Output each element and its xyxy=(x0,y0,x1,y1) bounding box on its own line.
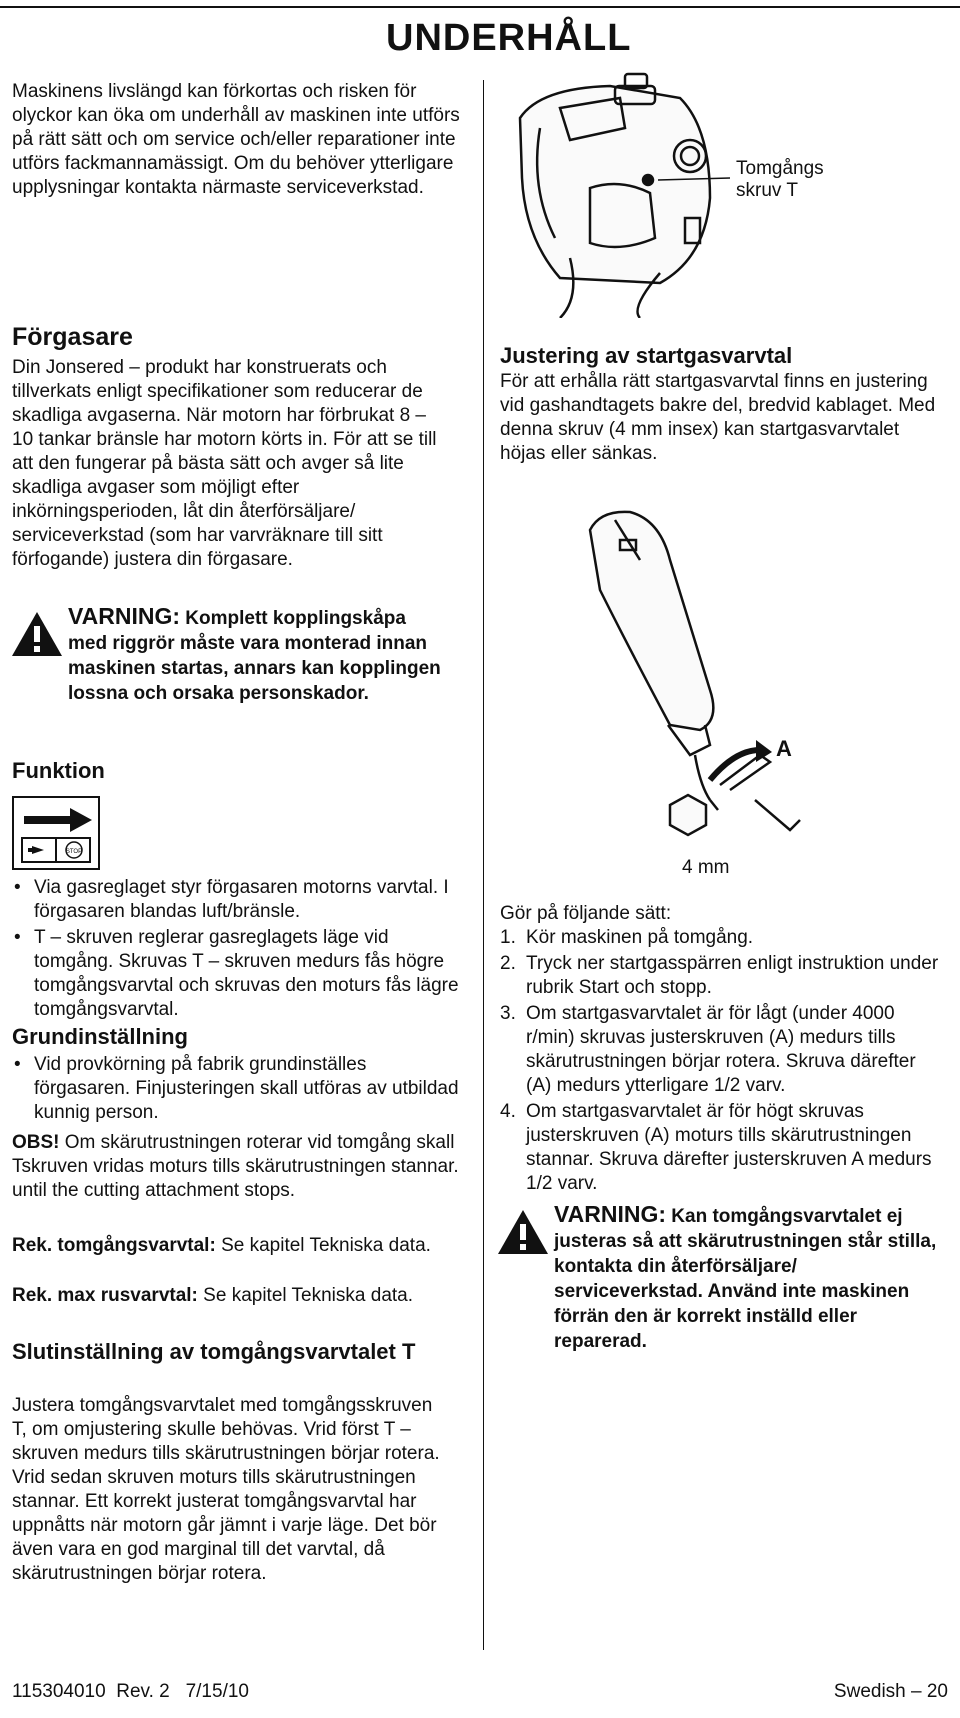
procedure-steps xyxy=(500,926,940,1198)
carburetor-figure xyxy=(500,68,824,318)
list-item xyxy=(500,952,940,1000)
step-text: Om startgasvarvtalet är för högt skruvas justerskruven (A) moturs tills skärutrustningen stannar. Skruva därefter justerskruven A medurs 1/2 varv. xyxy=(526,1101,932,1194)
warning-text: Kan tomgångsvarvtalet ej justeras så att skärutrustningen står stilla, kontakta din återförsäljare/ serviceverkstad. Använd inte maskinen förrän den är korrekt inställd eller reparerad. xyxy=(554,1206,937,1352)
list-item: • Vid provkörning på fabrik grundinställes förgasaren. Finjusteringen skall utföras av utbildad kunnig person. xyxy=(12,1053,460,1125)
step-number: 4. xyxy=(500,1101,516,1122)
obs-paragraph xyxy=(12,1131,460,1203)
grund-bullets xyxy=(12,1053,460,1127)
rek-idle-text: Se kapitel Tekniska data. xyxy=(215,1235,431,1256)
obs-text: Om skärutrustningen roterar vid tomgång skall Tskruven vridas moturs tills skärutrustningen stannar. until the cutting attachment stops. xyxy=(12,1132,459,1201)
warning-triangle-icon xyxy=(496,1208,550,1256)
warning-box-idle xyxy=(496,1202,946,1354)
section-title: UNDERHÅLL xyxy=(376,10,641,66)
startgas-paragraph: För att erhålla rätt startgasvarvtal finns en justering vid gashandtagets bakre del, bredvid kablaget. Med denna skruv (4 mm insex) kan startgasvarvtalet höjas eller sänkas. xyxy=(500,371,936,464)
footer-page-number: Swedish – 20 xyxy=(833,1681,948,1702)
list-item xyxy=(500,1002,940,1098)
rek-max-paragraph xyxy=(12,1284,460,1308)
warning-title: VARNING: xyxy=(68,603,181,629)
rek-max-text: Se kapitel Tekniska data. xyxy=(197,1285,414,1306)
throttle-arrow-icon xyxy=(14,798,98,868)
list-item: • T – skruven reglerar gasreglagets läge vid tomgång. Skruvas T – skruven medurs fås högre tomgångsvarvtal och skruvas den moturs fås lägre tomgångsvarvtal. xyxy=(12,926,460,1022)
stop-label: STOP xyxy=(65,849,83,855)
funktion-bullets xyxy=(12,876,460,1024)
heading-slutinstallning: Slutinställning av tomgångsvarvtalet T xyxy=(12,1339,416,1364)
warning-box-clutch xyxy=(10,604,450,706)
list-item xyxy=(500,1100,940,1196)
idle-screw-label-line2: skruv T xyxy=(736,180,798,201)
list-item xyxy=(500,926,940,950)
step-text: Kör maskinen på tomgång. xyxy=(526,927,754,948)
footer-doc-info: 115304010 Rev. 2 7/15/10 xyxy=(12,1681,249,1702)
label-4mm: 4 mm xyxy=(682,857,730,878)
procedure-intro: Gör på följande sätt: xyxy=(500,903,672,924)
heading-grundinstallning: Grundinställning xyxy=(12,1024,188,1049)
warning-triangle-icon xyxy=(10,610,64,658)
forgasare-paragraph: Din Jonsered – produkt har konstruerats och tillverkats enligt specifikationer som reducerar de skadliga avgaserna. När motorn har förbrukat 8 – 10 tankar bränsle har motorn körts in. För att se till att den fungerar på bästa sätt och avger så lite skadliga avgaser som möjligt efter inkörningsperioden, låt din återförsäljare/ serviceverkstad (som har varvräknare till sitt förfogande) justera din förgasare. xyxy=(12,357,437,570)
heading-startgas: Justering av startgasvarvtal xyxy=(500,343,793,368)
idle-screw-label-line1: Tomgångs xyxy=(736,158,824,179)
slut-paragraph: Justera tomgångsvarvtalet med tomgångsskruven T, om omjustering skulle behövas. Vrid först T – skruven medurs tills skärutrustningen börjar rotera. Vrid sedan skruven moturs tills skärutrustningen stannar. Ett korrekt justerat tomgångsvarvtal har uppnåtts när motorn går jämnt i varje läge. Det bör även vara en god marginal till det varvtal, då skärutrustningen börjar rotera. xyxy=(12,1395,440,1584)
throttle-handle-figure xyxy=(560,500,830,880)
throttle-symbol xyxy=(12,796,100,870)
rek-idle-paragraph xyxy=(12,1234,460,1258)
rek-idle-label: Rek. tomgångsvarvtal: xyxy=(12,1235,216,1256)
idle-screw-label xyxy=(736,158,836,202)
heading-forgasare: Förgasare xyxy=(12,323,133,351)
obs-label: OBS! xyxy=(12,1132,60,1153)
page-header xyxy=(0,0,960,60)
rek-max-label: Rek. max rusvarvtal: xyxy=(12,1285,198,1306)
step-number: 2. xyxy=(500,953,516,974)
step-text: Tryck ner startgasspärren enligt instruktion under rubrik Start och stopp. xyxy=(526,953,939,998)
list-item: • Via gasreglaget styr förgasaren motorns varvtal. I förgasaren blandas luft/bränsle. xyxy=(12,876,460,924)
warning-text: Komplett kopplingskåpa med riggrör måste vara monterad innan maskinen startas, annars kan kopplingen lossna och orsaka personskador. xyxy=(68,608,441,704)
step-number: 3. xyxy=(500,1003,516,1024)
heading-funktion: Funktion xyxy=(12,758,105,783)
header-rule xyxy=(0,6,960,8)
intro-paragraph: Maskinens livslängd kan förkortas och risken för olyckor kan öka om underhåll av maskinen inte utförs på rätt sätt och om service och/eller reparationer inte utförs fackmannamässigt. Om du behöver ytterligare upplysningar kontakta närmaste serviceverkstad. xyxy=(12,81,460,198)
column-divider xyxy=(483,80,484,1650)
step-number: 1. xyxy=(500,927,516,948)
throttle-handle-illustration xyxy=(560,500,830,880)
label-a: A xyxy=(776,736,792,761)
step-text: Om startgasvarvtalet är för lågt (under 4000 r/min) skruvas justerskruven (A) medurs tills skärutrustningen börjar rotera. Skruva därefter (A) medurs ytterligare 1/2 varv. xyxy=(526,1003,916,1096)
warning-title: VARNING: xyxy=(554,1201,667,1227)
